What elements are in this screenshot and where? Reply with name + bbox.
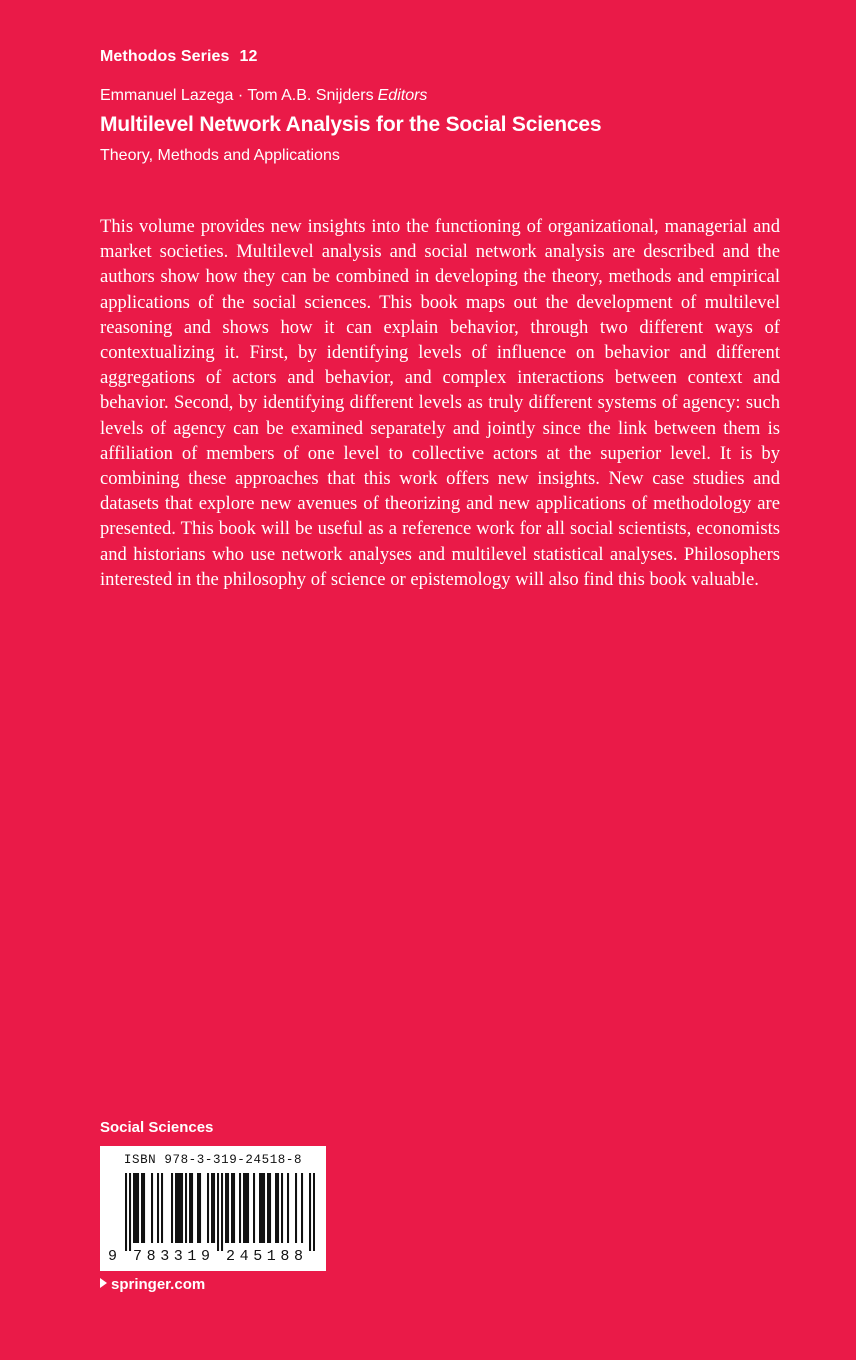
barcode-bar <box>233 1173 235 1243</box>
barcode-bar <box>141 1173 143 1243</box>
barcode-bar <box>225 1173 227 1243</box>
barcode-bar <box>197 1173 199 1243</box>
barcode-bar <box>191 1173 193 1243</box>
isbn-label: ISBN 978-3-319-24518-8 <box>123 1153 303 1167</box>
ean-left-group: 783319 <box>133 1248 215 1265</box>
barcode-bar <box>309 1173 311 1251</box>
barcode-bar <box>211 1173 213 1243</box>
barcode-bar <box>259 1173 261 1243</box>
barcode-bar <box>207 1173 209 1243</box>
barcode-bar <box>301 1173 303 1243</box>
book-description: This volume provides new insights into the functioning of organizational, managerial and market societies. Multilevel analysis and social network analysis are described and the authors show how they can be combined in developing the theory, methods and empirical applications of the social sciences. This book maps out the development of multilevel reasoning and shows how it can explain behavior, through two different ways of contextualizing it. First, by identifying levels of influence on behavior and different aggregations of actors and behavior, and complex interactions between context and behavior. Second, by identifying different levels as truly different systems of agency: such levels of agency can be examined separately and jointly since the link between them is affiliation of members of one level to collective actors at the superior level. It is by combining these approaches that this work offers new insights. New case studies and datasets that explore new avenues of theorizing and new applications of methodology are presented. This book will be useful as a reference work for all social scientists, economists and historians who use network analyses and multilevel statistical analyses. Philosophers interested in the philosophy of science or epistemology will also find this book valuable. <box>100 216 780 590</box>
barcode-bar <box>281 1173 283 1243</box>
barcode-bar <box>179 1173 181 1243</box>
barcode-bar <box>151 1173 153 1243</box>
barcode-bar <box>137 1173 139 1243</box>
barcode-bar <box>263 1173 265 1243</box>
barcode-bar <box>275 1173 277 1243</box>
barcode-bar <box>267 1173 269 1243</box>
barcode-bar <box>199 1173 201 1243</box>
barcode-bar <box>181 1173 183 1243</box>
barcode-bar <box>247 1173 249 1243</box>
barcode-bar <box>295 1173 297 1243</box>
barcode-bar <box>221 1173 223 1251</box>
barcode-bar <box>277 1173 279 1243</box>
barcode-bar <box>171 1173 173 1243</box>
barcode-bar <box>125 1173 127 1251</box>
barcode-bar <box>175 1173 177 1243</box>
series-name: Methodos Series <box>100 48 230 65</box>
barcode-bar <box>133 1173 135 1243</box>
editors-line <box>100 87 427 105</box>
barcode-bar <box>161 1173 163 1243</box>
editors-role: Editors <box>377 87 428 104</box>
triangle-arrow-icon <box>100 1278 107 1288</box>
website-label: springer.com <box>111 1276 206 1293</box>
editor-names: Emmanuel Lazega · Tom A.B. Snijders <box>100 87 374 104</box>
book-title: Multilevel Network Analysis for the Social Sciences <box>100 113 602 136</box>
barcode-bar <box>177 1173 179 1243</box>
ean-digits <box>100 1248 326 1268</box>
barcode-bar <box>143 1173 145 1243</box>
publisher-website[interactable] <box>100 1276 205 1293</box>
barcode-bar <box>253 1173 255 1243</box>
barcode-bar <box>231 1173 233 1243</box>
barcode-bar <box>269 1173 271 1243</box>
barcode-bar <box>189 1173 191 1243</box>
barcode-bar <box>245 1173 247 1243</box>
barcode-bar <box>185 1173 187 1243</box>
ean-right-group: 245188 <box>226 1248 308 1265</box>
barcode-bars <box>125 1173 315 1251</box>
subject-category: Social Sciences <box>100 1119 214 1136</box>
barcode-bar <box>287 1173 289 1243</box>
barcode-bar <box>243 1173 245 1243</box>
barcode-bar <box>227 1173 229 1243</box>
series-line <box>100 48 258 66</box>
barcode-bar <box>239 1173 241 1243</box>
ean-first-digit: 9 <box>108 1248 118 1265</box>
barcode-bar <box>129 1173 131 1251</box>
barcode-bar <box>217 1173 219 1251</box>
barcode-bar <box>213 1173 215 1243</box>
barcode-bar <box>157 1173 159 1243</box>
barcode-bar <box>261 1173 263 1243</box>
barcode-bar <box>135 1173 137 1243</box>
barcode-bar <box>313 1173 315 1251</box>
book-subtitle: Theory, Methods and Applications <box>100 147 340 164</box>
isbn-barcode <box>100 1146 326 1271</box>
series-number: 12 <box>239 48 258 65</box>
